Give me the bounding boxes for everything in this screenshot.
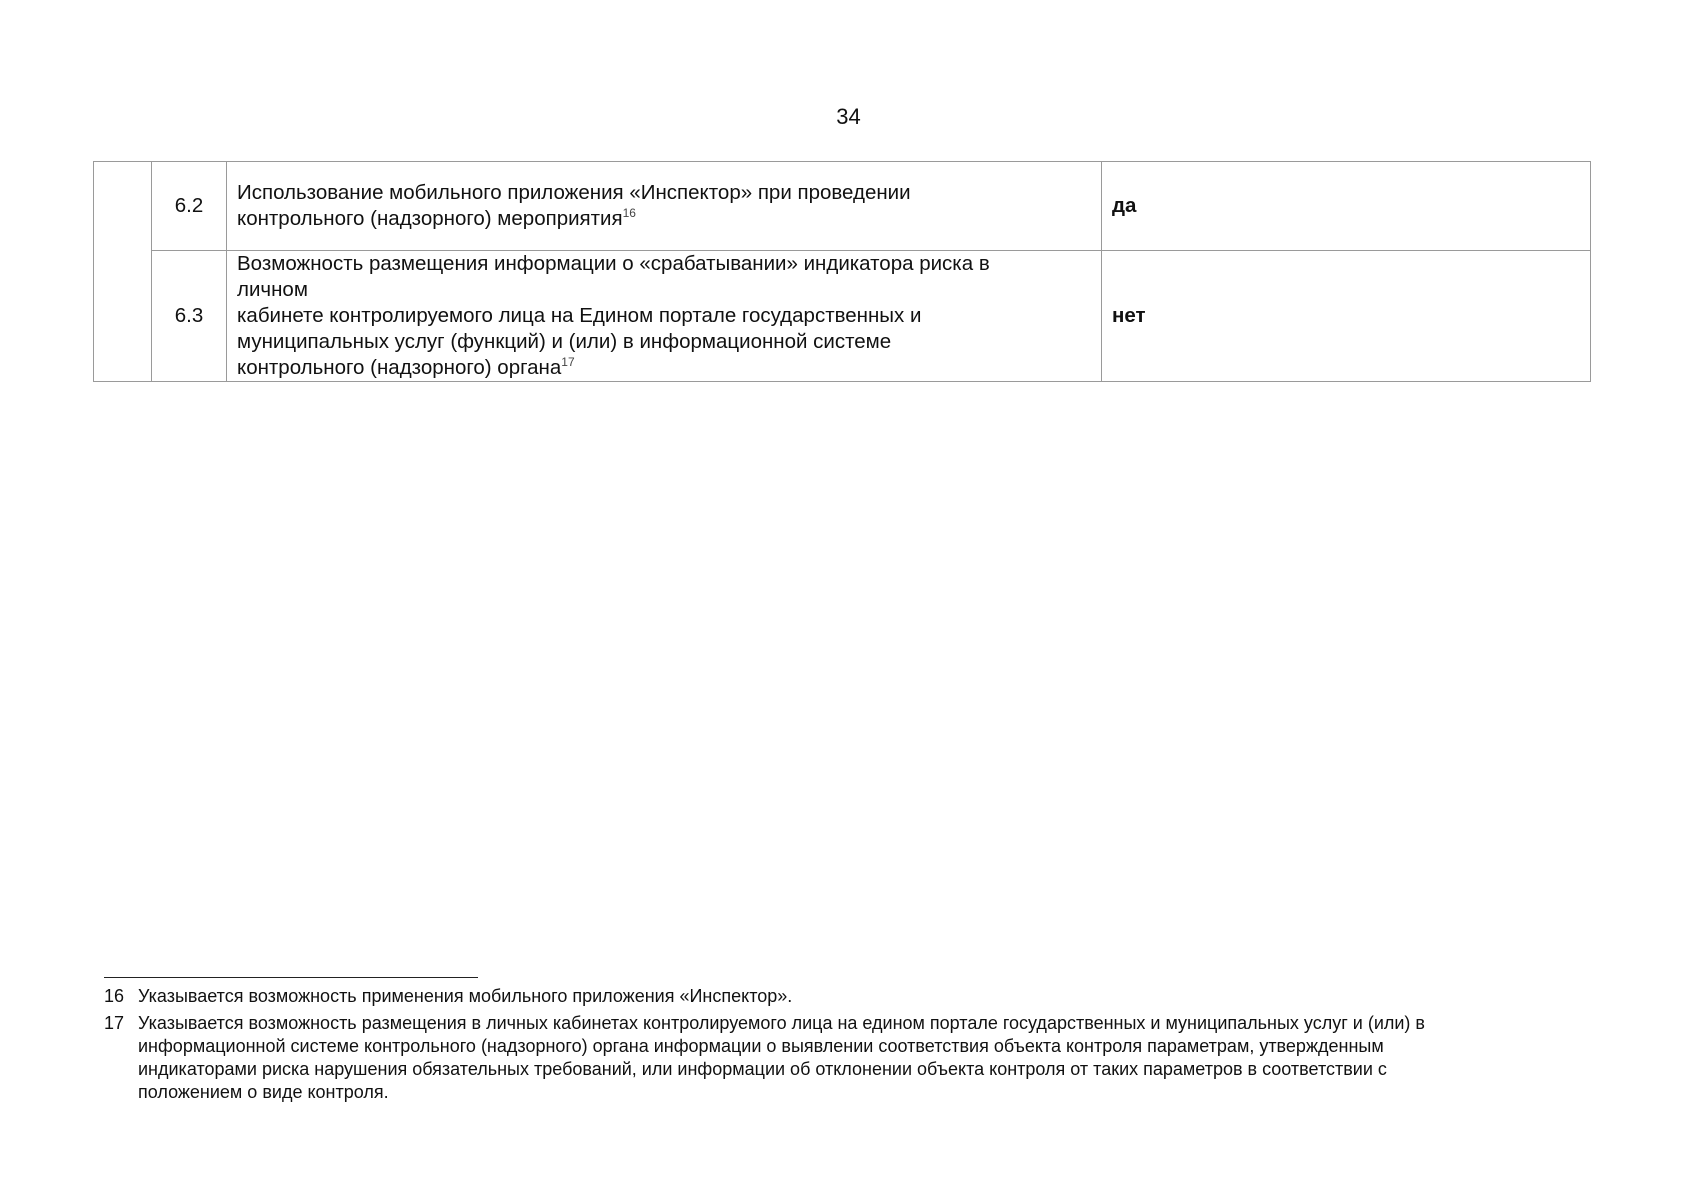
description-line: Возможность размещения информации о «срабатывании» индикатора риска в (237, 252, 990, 275)
footnote-number: 16 (104, 986, 125, 1006)
footnote-line: Указывается возможность размещения в личных кабинетах контролируемого лица на едином портале государственных и муниципальных услуг и (или) в (138, 1013, 1425, 1033)
footnote-line: положением о виде контроля. (138, 1082, 389, 1102)
footnotes (104, 985, 1604, 1108)
description-line: Использование мобильного приложения «Инспектор» при проведении (237, 181, 911, 204)
footnote-ref: 16 (622, 206, 636, 221)
footnote-ref: 17 (561, 355, 575, 370)
indicators-table (93, 161, 1591, 382)
page-number: 34 (836, 104, 861, 129)
description-line: муниципальных услуг (функций) и (или) в информационной системе (237, 330, 892, 353)
footnote-line: индикаторами риска нарушения обязательных требований, или информации об отклонении объекта контроля от таких параметров в соответствии с (138, 1059, 1387, 1079)
footnote-divider (104, 977, 478, 978)
description-line: контрольного (надзорного) мероприятия (237, 207, 623, 230)
footnote-number: 17 (104, 1013, 125, 1033)
group-cell (94, 162, 152, 382)
footnote (104, 1012, 1604, 1104)
row-value: да (1102, 162, 1591, 251)
table-row (94, 162, 1591, 251)
footnote-line: Указывается возможность применения мобильного приложения «Инспектор». (138, 986, 793, 1006)
row-value: нет (1102, 251, 1591, 382)
row-description (227, 162, 1102, 251)
description-line: личном (237, 278, 308, 301)
footnote (104, 985, 1604, 1008)
description-line: контрольного (надзорного) органа (237, 356, 562, 379)
table-row (94, 251, 1591, 382)
row-description (227, 251, 1102, 382)
row-number: 6.2 (152, 162, 227, 251)
footnote-line: информационной системе контрольного (надзорного) органа информации о выявлении соответствия объекта контроля параметрам, утвержденным (138, 1036, 1384, 1056)
row-number: 6.3 (152, 251, 227, 382)
description-line: кабинете контролируемого лица на Едином портале государственных и (237, 304, 922, 327)
